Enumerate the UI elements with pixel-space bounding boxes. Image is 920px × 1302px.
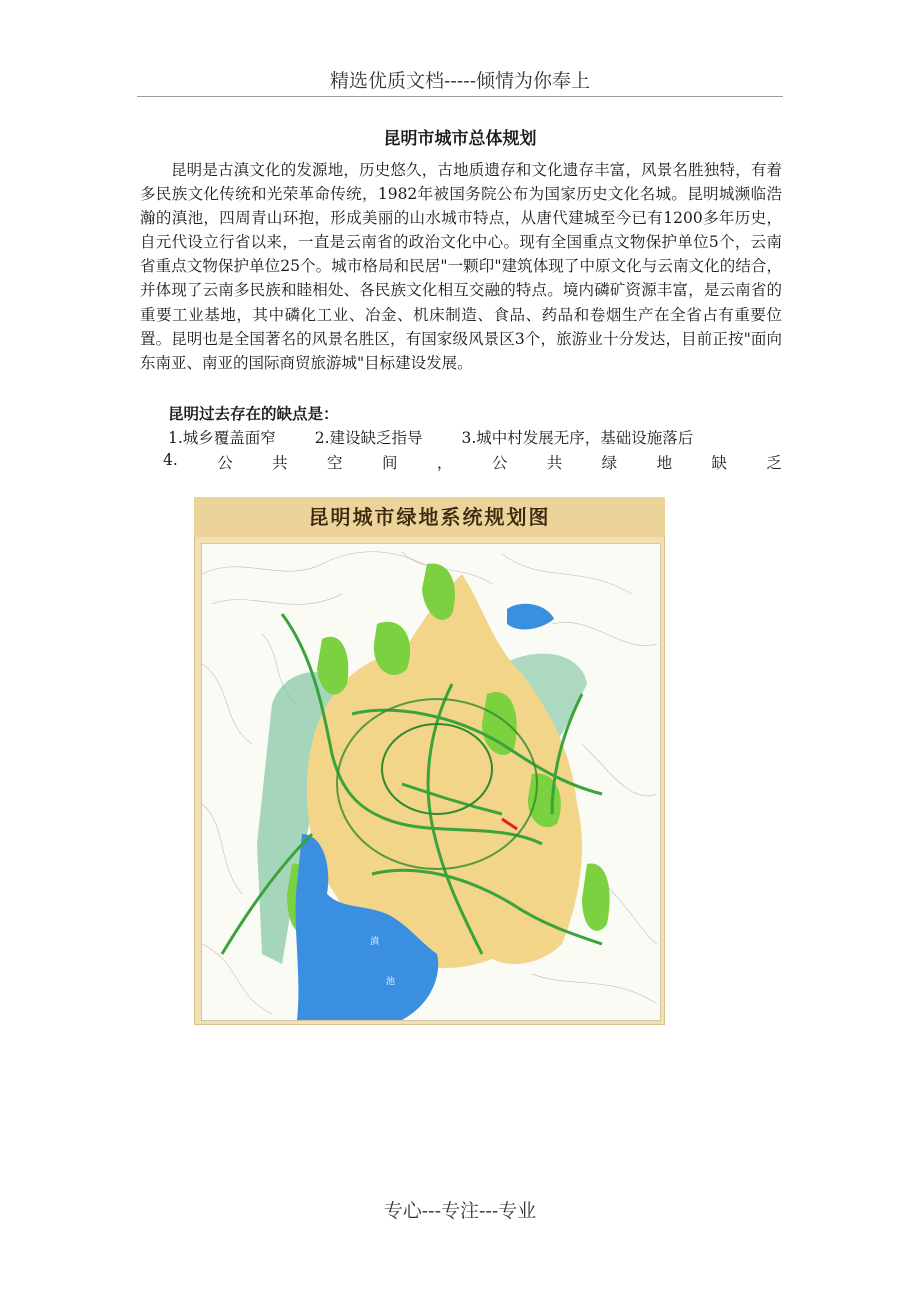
item4-char: 间 [381,454,398,472]
shortcomings-heading: 昆明过去存在的缺点是： [168,404,339,423]
header-divider [137,96,783,97]
item4-char: 共 [272,454,288,472]
document-title: 昆明市城市总体规划 [383,129,537,149]
green-space-map [201,543,661,1021]
figure-title: 昆明城市绿地系统规划图 [194,497,665,537]
shortcoming-item-4 [163,451,782,473]
green-space-plan-figure [194,497,665,1025]
page-header: 精选优质文档-----倾情为你奉上 [329,70,591,92]
item4-char: 乏 [766,454,782,472]
item4-char: 空 [327,454,343,472]
map-illustration [202,544,660,1020]
shortcomings-list [168,426,693,448]
item4-char: 4. [163,451,178,469]
item4-char: 地 [656,454,673,472]
shortcoming-item: 1.城乡覆盖面窄 [168,429,276,447]
page-footer: 专心---专注---专业 [383,1200,537,1222]
item4-char: 公 [491,454,508,472]
shortcoming-item: 3.城中村发展无序，基础设施落后 [461,429,694,447]
item4-char: 绿 [601,454,618,472]
item4-char: 共 [546,454,563,472]
item4-char: ， [436,454,453,472]
park [422,563,455,620]
intro-paragraph: 昆明是古滇文化的发源地，历史悠久，古地质遗存和文化遗存丰富，风景名胜独特，有着多民族文化传统和光荣革命传统，1982年被国务院公布为国家历史文化名城。昆明城濒临浩瀚的滇池，四周青山环抱，形成美丽的山水城市特点，从唐代建城至今已有1200多年历史，自元代设立行省以来，一直是云南省的政治文化中心。现有全国重点文物保护单位5个，云南省重点文物保护单位25个。城市格局和民居"一颗印"建筑体现了中原文化与云南文化的结合，并体现了云南多民族和睦相处、各民族文化相互交融的特点。境内磷矿资源丰富，是云南省的重要工业基地，其中磷化工业、冶金、机床制造、食品、药品和卷烟生产在全省占有重要位置。昆明也是全国著名的风景名胜区，有国家级风景区3个，旅游业十分发达，目前正按"面向东南亚、南亚的国际商贸旅游城"目标建设发展。 [140,161,782,372]
reservoir [507,604,554,630]
item4-char: 缺 [711,454,728,472]
lake-label: 池 [386,977,396,987]
shortcoming-item: 2.建设缺乏指导 [314,429,423,447]
item4-char: 公 [217,454,233,472]
lake-label: 滇 [370,937,380,947]
park [582,863,610,930]
